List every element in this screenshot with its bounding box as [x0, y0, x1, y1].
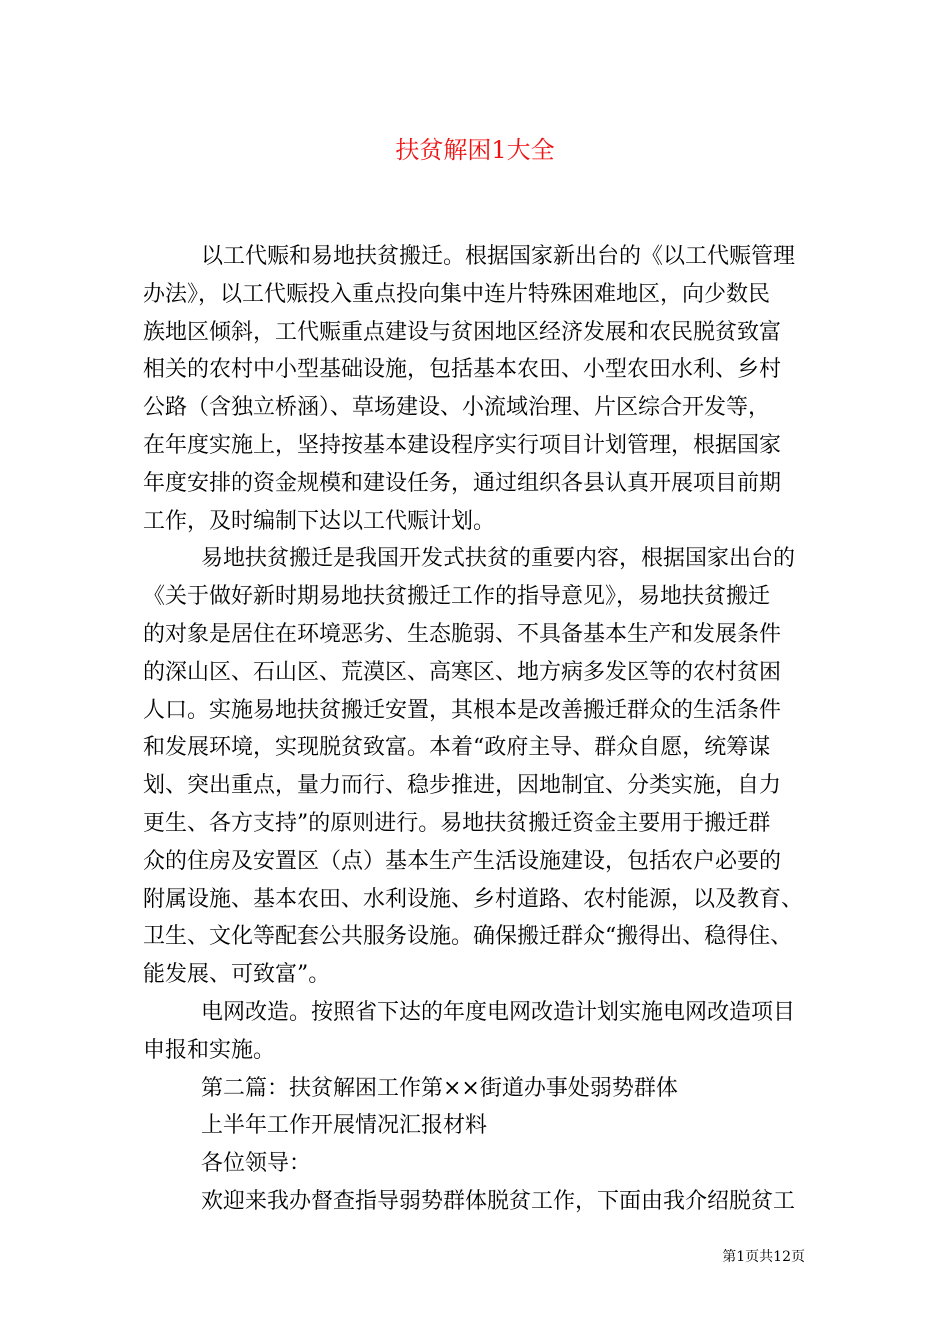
paragraph-line: 申报和实施。: [143, 1037, 276, 1063]
paragraph-line: 在年度实施上，坚持按基本建设程序实行项目计划管理，根据国家: [143, 432, 782, 458]
paragraph-line: 年度安排的资金规模和建设任务，通过组织各县认真开展项目前期: [143, 470, 782, 496]
paragraph-line: 和发展环境，实现脱贫致富。本着“政府主导、群众自愿，统筹谋: [143, 735, 771, 761]
document-body: [143, 238, 813, 1221]
document-title: 扶贫解困1大全: [395, 136, 555, 164]
paragraph-line: 的对象是居住在环境恶劣、生态脆弱、不具备基本生产和发展条件: [143, 621, 782, 647]
salutation-line: 各位领导：: [201, 1151, 312, 1177]
paragraph-line: 电网改造。按照省下达的年度电网改造计划实施电网改造项目: [201, 999, 796, 1025]
paragraph-line: 欢迎来我办督查指导弱势群体脱贫工作，下面由我介绍脱贫工: [201, 1188, 796, 1214]
paragraph-line: 人口。实施易地扶贫搬迁安置，其根本是改善搬迁群众的生活条件: [143, 697, 782, 723]
section-subheading-line: 上半年工作开展情况汇报材料: [201, 1113, 488, 1139]
paragraph-line: 办法》，以工代赈投入重点投向集中连片特殊困难地区，向少数民: [143, 281, 771, 307]
section-heading-line: 第二篇：扶贫解困工作第××街道办事处弱势群体: [201, 1075, 678, 1101]
paragraph-line: 相关的农村中小型基础设施，包括基本农田、小型农田水利、乡村: [143, 357, 782, 383]
paragraph-line: 的深山区、石山区、荒漠区、高寒区、地方病多发区等的农村贫困: [143, 659, 782, 685]
paragraph-line: 附属设施、基本农田、水利设施、乡村道路、农村能源，以及教育、: [143, 886, 804, 912]
paragraph-line: 族地区倾斜，工代赈重点建设与贫困地区经济发展和农民脱贫致富: [143, 319, 782, 345]
paragraph-line: 以工代赈和易地扶贫搬迁。根据国家新出台的《以工代赈管理: [201, 244, 796, 269]
paragraph-line: 能发展、可致富”。: [143, 962, 331, 988]
paragraph-line: 工作，及时编制下达以工代赈计划。: [143, 508, 496, 534]
paragraph-line: 众的住房及安置区（点）基本生产生活设施建设，包括农户必要的: [143, 848, 782, 874]
paragraph-line: 《关于做好新时期易地扶贫搬迁工作的指导意见》，易地扶贫搬迁: [143, 584, 771, 610]
page-number-footer: 第1页共12页: [722, 1249, 805, 1265]
paragraph-line: 公路（含独立桥涵）、草场建设、小流域治理、片区综合开发等，: [143, 395, 771, 421]
paragraph-line: 更生、各方支持”的原则进行。易地扶贫搬迁资金主要用于搬迁群: [143, 810, 771, 836]
paragraph-line: 易地扶贫搬迁是我国开发式扶贫的重要内容，根据国家出台的: [201, 546, 796, 572]
paragraph-line: 卫生、文化等配套公共服务设施。确保搬迁群众“搬得出、稳得住、: [143, 924, 793, 950]
paragraph-line: 划、突出重点，量力而行、稳步推进，因地制宜、分类实施，自力: [143, 773, 782, 799]
